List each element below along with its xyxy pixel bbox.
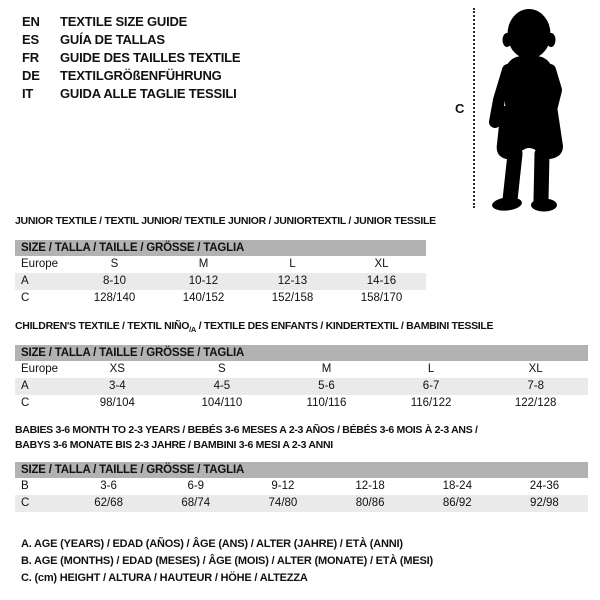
size-cell: XS xyxy=(109,363,125,375)
size-cell: 74/80 xyxy=(268,497,298,509)
babies-size-table xyxy=(15,462,588,512)
size-cell: 110/116 xyxy=(306,397,347,409)
language-label: TEXTILGRÖßENFÜHRUNG xyxy=(60,68,222,83)
size-cell: 12-18 xyxy=(355,480,385,492)
size-cell: 158/170 xyxy=(360,292,403,304)
language-code: EN xyxy=(22,14,40,29)
size-cell: 152/158 xyxy=(271,292,314,304)
children-table-title xyxy=(15,320,493,334)
size-cell: 122/128 xyxy=(514,397,557,409)
children-size-table xyxy=(15,345,588,412)
size-cell: XL xyxy=(528,363,543,375)
junior-table-title-text: JUNIOR TEXTILE / TEXTIL JUNIOR/ TEXTILE JUNIOR / JUNIORTEXTIL / JUNIOR TESSILE xyxy=(15,215,436,227)
size-cell: 3-4 xyxy=(108,380,126,392)
language-label: TEXTILE SIZE GUIDE xyxy=(60,14,188,29)
size-cell: 24-36 xyxy=(529,480,560,492)
table-row xyxy=(15,256,426,273)
size-cell: S xyxy=(218,363,226,375)
size-cell: XL xyxy=(374,258,389,270)
size-header-band: SIZE / TALLA / TAILLE / GRÖSSE / TAGLIA xyxy=(15,462,588,478)
row-label: B xyxy=(21,480,29,492)
size-cell: 9-12 xyxy=(271,480,295,492)
table-body xyxy=(15,478,588,512)
size-cell: 3-6 xyxy=(100,480,117,492)
table-row xyxy=(15,395,588,412)
size-cell: 80/86 xyxy=(355,497,385,509)
language-list xyxy=(22,13,240,103)
row-label: A xyxy=(21,380,29,392)
language-label: GUIDE DES TAILLES TEXTILE xyxy=(60,50,241,65)
table-row xyxy=(15,273,426,290)
junior-size-table xyxy=(15,240,426,307)
babies-table-title-line1: BABIES 3-6 MONTH TO 2-3 YEARS / BEBÉS 3-6 MESES A 2-3 AÑOS / BÉBÉS 3-6 MOIS À 2-3 ANS / xyxy=(15,424,478,436)
size-cell: L xyxy=(289,258,296,270)
table-row xyxy=(15,361,588,378)
size-cell: 62/68 xyxy=(94,497,123,509)
table-row xyxy=(15,290,426,307)
children-table-title-sub: /A xyxy=(189,325,197,335)
row-label: Europe xyxy=(21,363,59,375)
size-cell: 140/152 xyxy=(182,292,225,304)
language-code: FR xyxy=(22,50,39,65)
size-cell: 92/98 xyxy=(530,497,559,509)
table-body xyxy=(15,361,588,412)
babies-table-title-line2: BABYS 3-6 MONATE BIS 2-3 JAHRE / BAMBINI 3-6 MESI A 2-3 ANNI xyxy=(15,439,333,451)
size-cell: S xyxy=(110,258,119,270)
table-row xyxy=(15,378,588,395)
language-row xyxy=(22,67,240,85)
row-label: C xyxy=(21,292,30,304)
legend-line-a: A. AGE (YEARS) / EDAD (AÑOS) / ÂGE (ANS) / ALTER (JAHRE) / ETÀ (ANNI) xyxy=(21,538,403,550)
size-header-band: SIZE / TALLA / TAILLE / GRÖSSE / TAGLIA xyxy=(15,240,426,256)
language-row xyxy=(22,31,240,49)
language-label: GUÍA DE TALLAS xyxy=(60,32,165,47)
size-cell: 4-5 xyxy=(213,380,231,392)
height-dotted-line xyxy=(473,8,475,208)
language-row xyxy=(22,49,240,67)
size-cell: 98/104 xyxy=(99,397,135,409)
children-table-title-post: / TEXTILE DES ENFANTS / KINDERTEXTIL / BAMBINI TESSILE xyxy=(196,320,494,332)
size-cell: 12-13 xyxy=(277,275,308,287)
row-label: A xyxy=(21,275,29,287)
table-row xyxy=(15,478,588,495)
size-cell: 68/74 xyxy=(181,497,211,509)
children-table-title-pre: CHILDREN'S TEXTILE / TEXTIL NIÑO xyxy=(15,320,190,332)
size-header-band: SIZE / TALLA / TAILLE / GRÖSSE / TAGLIA xyxy=(15,345,588,361)
size-cell: M xyxy=(198,258,209,270)
size-cell: 6-9 xyxy=(187,480,205,492)
size-cell: 10-12 xyxy=(188,275,219,287)
size-cell: 104/110 xyxy=(201,397,243,409)
height-measure-label: C xyxy=(455,101,465,116)
language-row xyxy=(22,13,240,31)
size-cell: L xyxy=(427,363,435,375)
size-cell: 18-24 xyxy=(442,480,472,492)
language-code: DE xyxy=(22,68,40,83)
size-cell: 116/122 xyxy=(410,397,452,409)
row-label: Europe xyxy=(21,258,59,270)
row-label: C xyxy=(21,397,30,409)
size-cell: 6-7 xyxy=(422,380,440,392)
table-body xyxy=(15,256,426,307)
size-cell: 7-8 xyxy=(527,380,544,392)
size-cell: 128/140 xyxy=(93,292,136,304)
legend-line-b: B. AGE (MONTHS) / EDAD (MESES) / ÂGE (MOIS) / ALTER (MONATE) / ETÀ (MESI) xyxy=(21,555,433,567)
size-cell: M xyxy=(321,363,332,375)
language-code: IT xyxy=(22,86,34,101)
legend-line-c: C. (cm) HEIGHT / ALTURA / HAUTEUR / HÖHE / ALTEZZA xyxy=(21,572,308,584)
size-cell: 86/92 xyxy=(442,497,472,509)
size-cell: 5-6 xyxy=(318,380,335,392)
language-label: GUIDA ALLE TAGLIE TESSILI xyxy=(60,86,237,101)
row-label: C xyxy=(21,497,30,509)
table-row xyxy=(15,495,588,512)
toddler-silhouette-image xyxy=(482,8,574,216)
language-row xyxy=(22,85,240,103)
size-cell: 8-10 xyxy=(102,275,127,287)
language-code: ES xyxy=(22,32,39,47)
junior-table-title xyxy=(15,215,436,227)
legend xyxy=(21,536,433,587)
size-cell: 14-16 xyxy=(366,275,397,287)
